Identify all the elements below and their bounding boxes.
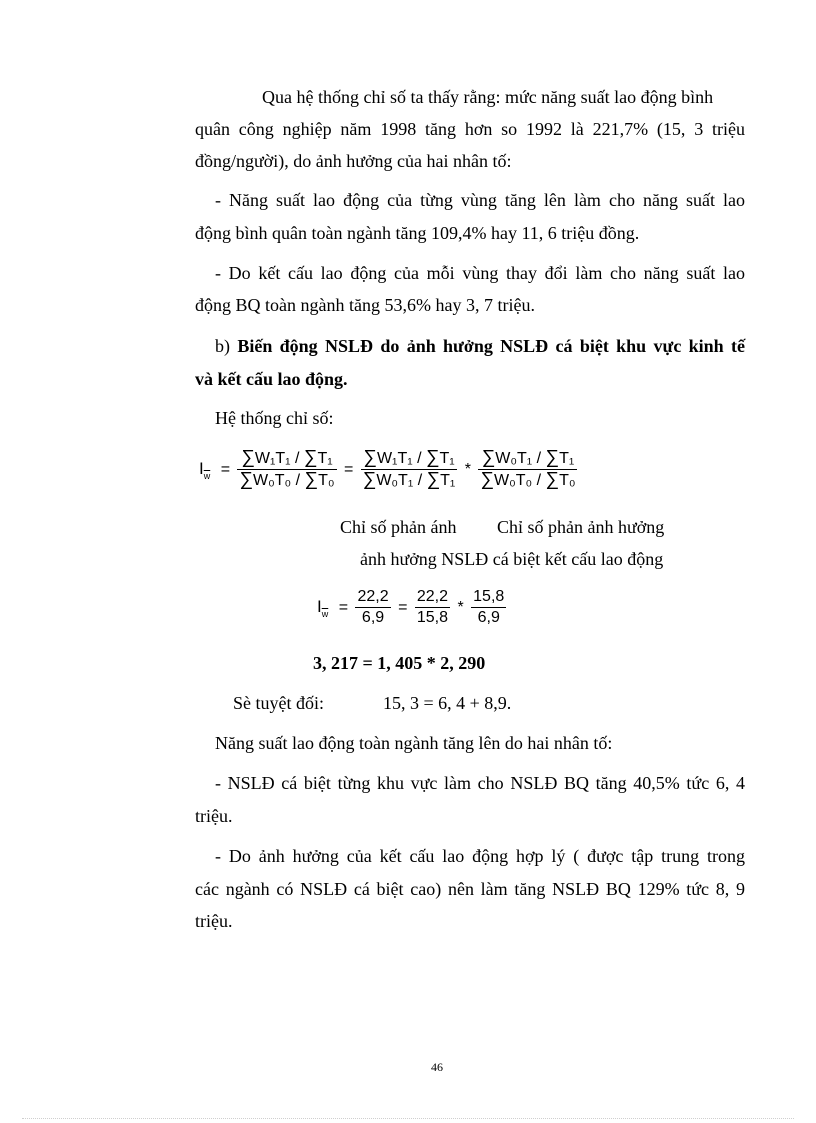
formula-fraction: $\frac{22,2}{15,8}$ xyxy=(416,588,449,626)
bullet-line: triệu. xyxy=(195,911,233,931)
formula-equals: = xyxy=(398,598,408,616)
formula-equals: = xyxy=(220,460,231,478)
formula-index-symbol: $I_{\overline{w}}$ xyxy=(317,596,329,619)
index-system-label: Hệ thống chỉ số: xyxy=(215,408,334,428)
formula-equals: = xyxy=(338,598,349,616)
absolute-value: 15, 3 = 6, 4 + 8,9. xyxy=(383,693,512,713)
bullet-line: động BQ toàn ngành tăng 53,6% hay 3, 7 triệu. xyxy=(195,295,535,315)
paragraph-line: Qua hệ thống chỉ số ta thấy rằng: mức năng suất lao động bình xyxy=(262,87,714,107)
section-heading-line2: và kết cấu lao động. xyxy=(195,369,348,389)
formula-fraction: $\frac{22,2}{6,9}$ xyxy=(357,588,389,626)
bullet-line: - Do ảnh hưởng của kết cấu lao động hợp lý ( được tập trung trong xyxy=(215,846,745,866)
formula-fraction: $\frac{\text{∑W₁T₁ / ∑T₁}}{\text{∑W₀T₀ / ∑T₀}}$ xyxy=(239,447,335,490)
formula-times: * xyxy=(457,598,464,616)
section-heading-text: b) Biến động NSLĐ do ảnh hưởng NSLĐ cá biệt khu vực kinh tế xyxy=(215,336,745,356)
formula-times: * xyxy=(464,460,471,478)
formula-caption-left: Chỉ số phản ánh xyxy=(340,517,457,537)
page-bottom-rule xyxy=(22,1118,794,1119)
bullet-line: - NSLĐ cá biệt từng khu vực làm cho NSLĐ BQ tăng 40,5% tức 6, 4 xyxy=(215,773,745,793)
formula-fraction: $\frac{15,8}{6,9}$ xyxy=(473,588,505,626)
summary-line: Năng suất lao động toàn ngành tăng lên do hai nhân tố: xyxy=(215,733,613,753)
paragraph-line: đồng/người), do ảnh hưởng của hai nhân tố: xyxy=(195,151,512,171)
formula-fraction: $\frac{\text{∑W₁T₁ / ∑T₁}}{\text{∑W₀T₁ / ∑T₁}}$ xyxy=(362,447,456,490)
index-formula xyxy=(196,448,577,491)
bullet-line: các ngành có NSLĐ cá biệt cao) nên làm tăng NSLĐ BQ 129% tức 8, 9 xyxy=(195,879,745,899)
result-line: 3, 217 = 1, 405 * 2, 290 xyxy=(313,653,486,673)
formula-caption-right: Chỉ số phản ảnh hưởng xyxy=(497,517,665,537)
paragraph-line: quân công nghiệp năm 1998 tăng hơn so 1992 là 221,7% (15, 3 triệu xyxy=(195,119,745,139)
formula-caption-line2: ảnh hưởng NSLĐ cá biệt kết cấu lao động xyxy=(360,549,664,569)
absolute-label: Sè tuyệt đối: xyxy=(233,693,324,713)
formula-equals: = xyxy=(343,460,354,478)
section-heading xyxy=(215,330,745,363)
bullet-line: - Năng suất lao động của từng vùng tăng lên làm cho năng suất lao xyxy=(215,190,745,210)
page-number: 46 xyxy=(431,1060,443,1074)
bullet-line: - Do kết cấu lao động của mỗi vùng thay đổi làm cho năng suất lao xyxy=(215,263,745,283)
formula-fraction: $\frac{\text{∑W₀T₁ / ∑T₁}}{\text{∑W₀T₀ / ∑T₀}}$ xyxy=(480,447,576,490)
numeric-formula xyxy=(314,587,506,628)
bullet-line: triệu. xyxy=(195,806,233,826)
formula-index-symbol: $I_{\overline{w}}$ xyxy=(199,458,211,481)
bullet-line: động bình quân toàn ngành tăng 109,4% hay 11, 6 triệu đồng. xyxy=(195,223,640,243)
